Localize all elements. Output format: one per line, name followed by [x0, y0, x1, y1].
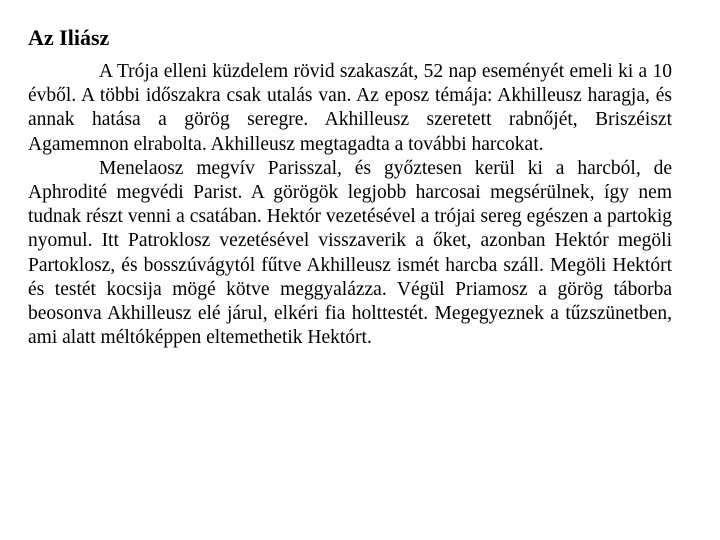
document-title: Az Iliász — [28, 25, 110, 50]
paragraph-1: A Trója elleni küzdelem rövid szakaszát, 52 nap eseményét emeli ki a 10 évből. A többi időszakra csak utalás van. Az eposz témája: Akhilleusz haragja, és annak hatása a görög seregre. Akhilleusz szeretett rabnőjét, Briszéiszt Agamemnon elrabolta. Akhilleusz megtagadta a további harcokat. — [28, 61, 672, 155]
document-page — [28, 22, 672, 350]
paragraph-2: Menelaosz megvív Parisszal, és győztesen kerül ki a harcból, de Aphrodité megvédi Parist. A görögök legjobb harcosai megsérülnek, így nem tudnak részt venni a csatában. Hektór vezetésével a trójai sereg egészen a partokig nyomul. Itt Patroklosz vezetésével visszaverik a őket, azonban Hektór megöli Partoklosz, és bosszúvágytól fűtve Akhilleusz ismét harcba száll. Megöli Hektórt és testét kocsija mögé kötve meggyalázza. Végül Priamosz a görög táborba beosonva Akhilleusz elé járul, elkéri fia holttestét. Megegyeznek a tűzszünetben, ami alatt méltóképpen eltemethetik Hektórt. — [28, 157, 672, 349]
